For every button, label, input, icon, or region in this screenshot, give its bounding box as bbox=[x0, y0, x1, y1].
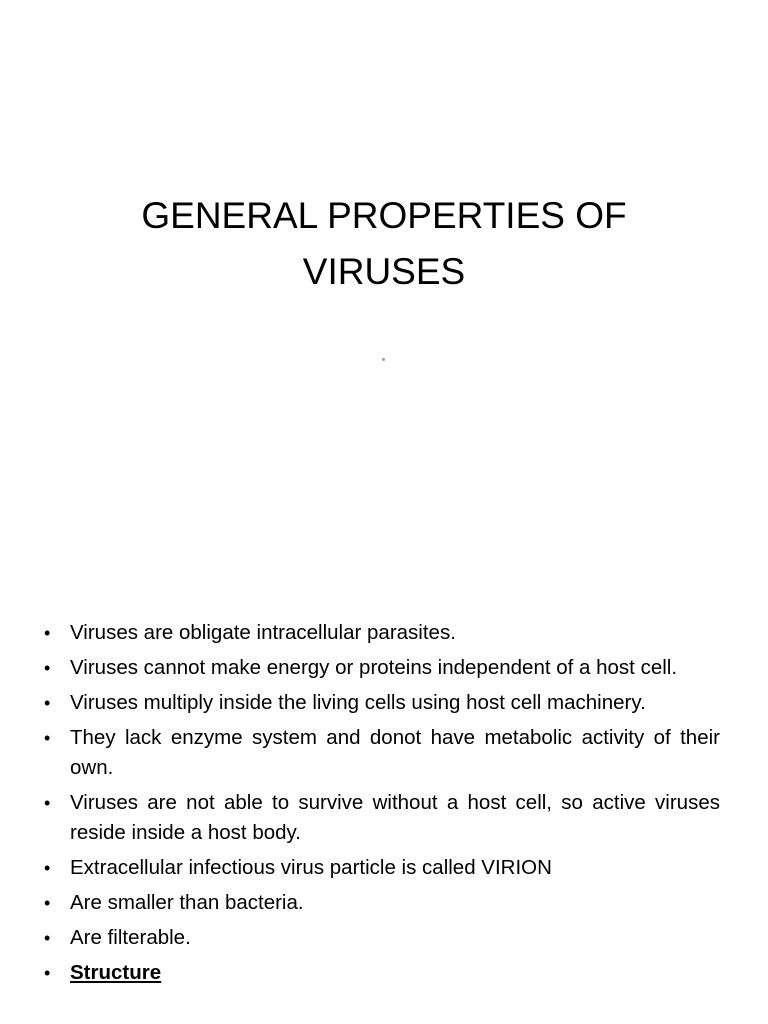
bullet-item bbox=[44, 618, 720, 648]
bullet-icon: • bbox=[44, 928, 51, 948]
bullet-icon: • bbox=[44, 693, 51, 713]
bullet-icon: • bbox=[44, 963, 51, 983]
bullet-item bbox=[44, 923, 720, 953]
bullet-text: Are filterable. bbox=[70, 926, 191, 949]
bullet-icon: • bbox=[44, 623, 51, 643]
bullet-text: Are smaller than bacteria. bbox=[70, 891, 304, 914]
bullet-item-structure bbox=[44, 958, 720, 988]
bullet-text: Viruses are not able to survive without a host cell, so active viruses reside inside a host body. bbox=[70, 791, 720, 844]
bullet-item bbox=[44, 853, 720, 883]
bullet-icon: • bbox=[44, 728, 51, 748]
slide-title bbox=[0, 188, 768, 300]
bullet-list bbox=[44, 618, 720, 993]
bullet-text: Extracellular infectious virus particle is called VIRION bbox=[70, 856, 552, 879]
bullet-icon: • bbox=[44, 793, 51, 813]
bullet-text: Viruses cannot make energy or proteins independent of a host cell. bbox=[70, 656, 678, 679]
bullet-text: Viruses are obligate intracellular parasites. bbox=[70, 621, 456, 644]
bullet-icon: • bbox=[44, 658, 51, 678]
bullet-text: Viruses multiply inside the living cells using host cell machinery. bbox=[70, 691, 646, 714]
bullet-item bbox=[44, 888, 720, 918]
bullet-text: They lack enzyme system and donot have metabolic activity of their own. bbox=[70, 726, 720, 779]
structure-heading: Structure bbox=[70, 961, 162, 984]
slide-title-line-2: VIRUSES bbox=[302, 251, 466, 292]
slide-title-line-1: GENERAL PROPERTIES OF bbox=[141, 195, 627, 236]
bullet-item bbox=[44, 723, 720, 783]
bullet-icon: • bbox=[44, 893, 51, 913]
bullet-item bbox=[44, 653, 720, 683]
bullet-icon: • bbox=[44, 858, 51, 878]
subtitle-placeholder-dot bbox=[382, 358, 385, 361]
bullet-item bbox=[44, 688, 720, 718]
bullet-item bbox=[44, 788, 720, 848]
